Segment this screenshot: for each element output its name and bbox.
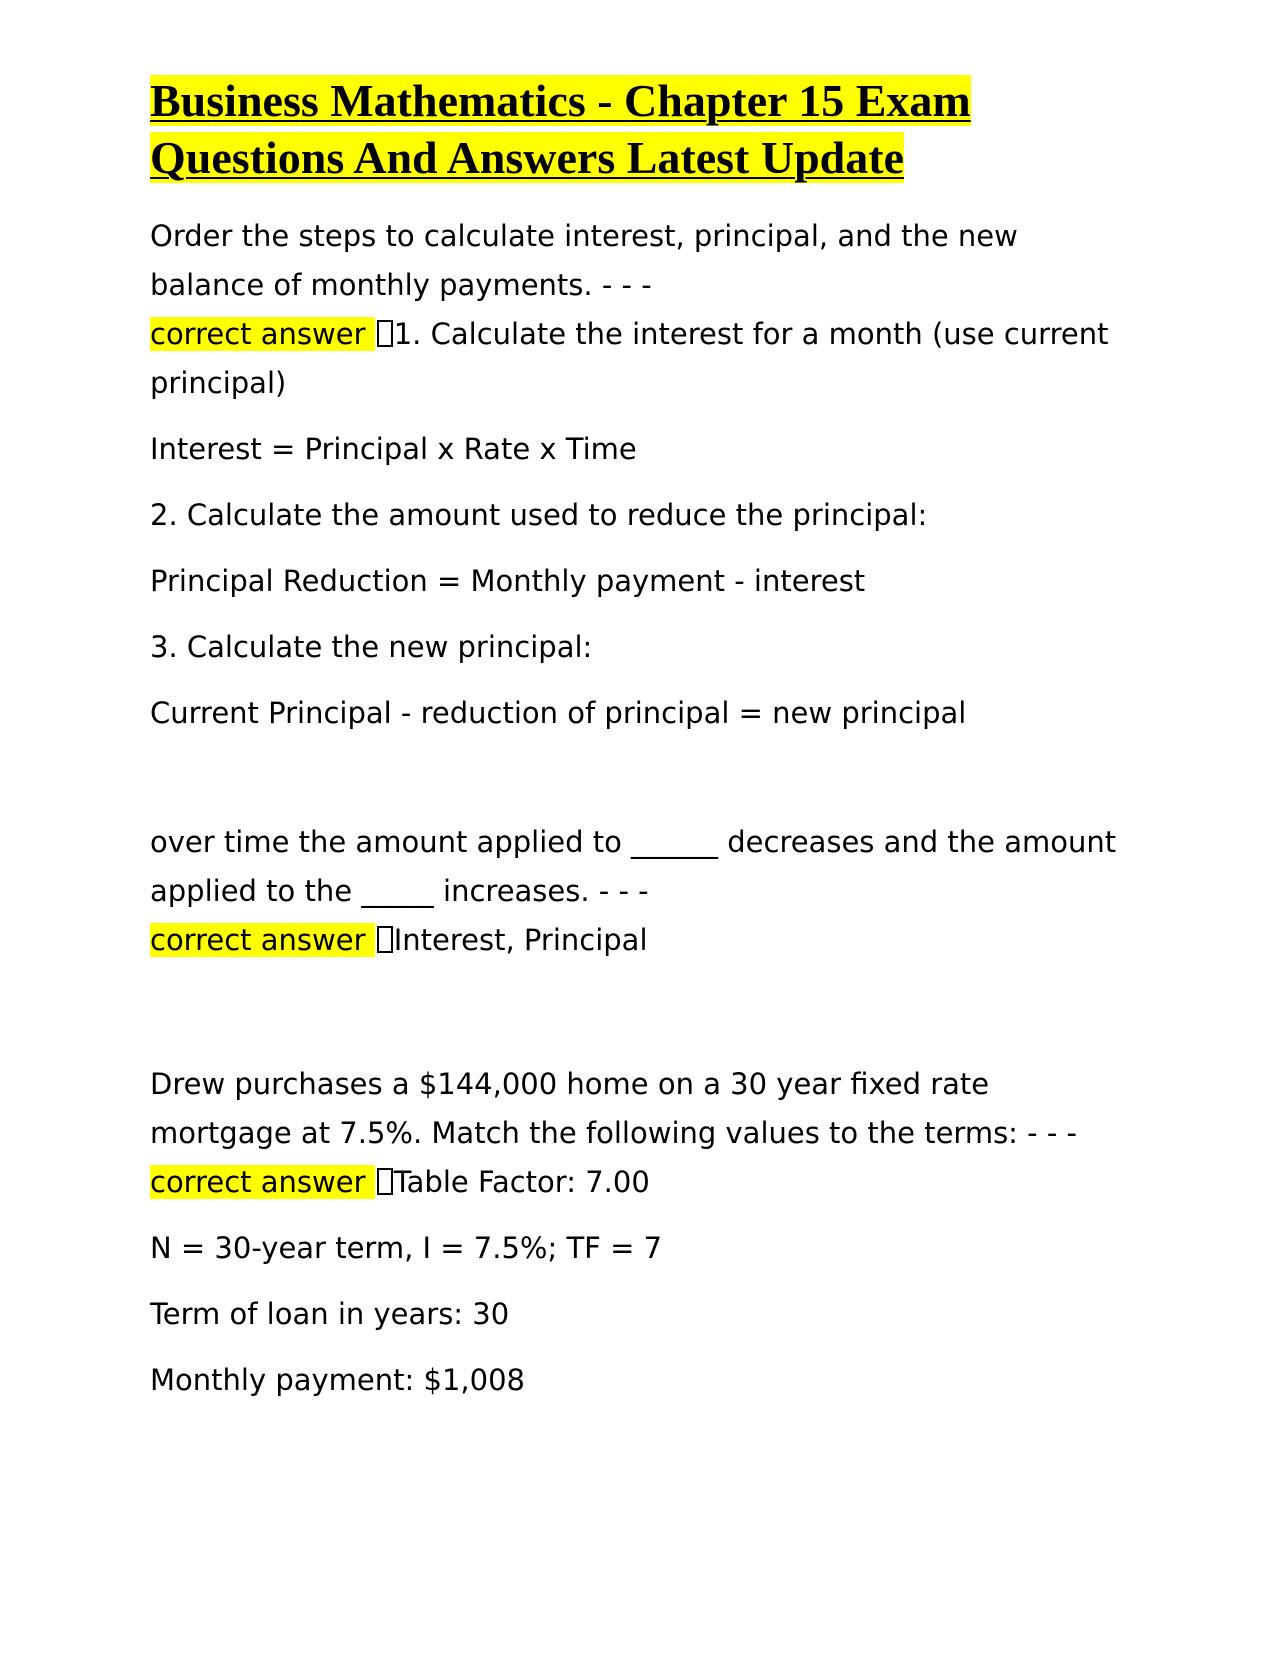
question-2-text: over time the amount applied to ______ decreases and the amount applied to the _____ increases. - - - <box>150 825 1117 908</box>
spacer <box>150 982 1140 1060</box>
question-1 <box>150 212 1140 408</box>
missing-glyph-icon <box>377 320 393 347</box>
question-3 <box>150 1060 1140 1207</box>
document-page <box>150 72 1140 1422</box>
answer-3-line: Term of loan in years: 30 <box>150 1297 510 1331</box>
answer-1-line: 3. Calculate the new principal: <box>150 630 593 664</box>
answer-3-line: N = 30-year term, I = 7.5%; TF = 7 <box>150 1231 663 1265</box>
question-2 <box>150 818 1140 965</box>
answer-3-text: Table Factor: 7.00 <box>393 1165 650 1199</box>
correct-answer-label: correct answer <box>150 923 375 957</box>
question-1-text: Order the steps to calculate interest, principal, and the new balance of monthly payments. - - - <box>150 219 1018 302</box>
document-title <box>150 72 1140 186</box>
correct-answer-label: correct answer <box>150 1165 375 1199</box>
title-line-1: Business Mathematics - Chapter 15 Exam <box>150 75 971 126</box>
document-body <box>150 212 1140 1405</box>
answer-1-line: 2. Calculate the amount used to reduce the principal: <box>150 498 928 532</box>
answer-3-line: Monthly payment: $1,008 <box>150 1363 525 1397</box>
title-line-2: Questions And Answers Latest Update <box>150 132 904 183</box>
answer-1-text: 1. Calculate the interest for a month (use current principal) <box>150 317 1109 400</box>
answer-2-text: Interest, Principal <box>393 923 648 957</box>
missing-glyph-icon <box>377 926 393 953</box>
correct-answer-label: correct answer <box>150 317 375 351</box>
spacer <box>150 755 1140 818</box>
answer-1-line: Current Principal - reduction of principal = new principal <box>150 696 967 730</box>
answer-1-line: Principal Reduction = Monthly payment - interest <box>150 564 866 598</box>
question-3-text: Drew purchases a $144,000 home on a 30 year fixed rate mortgage at 7.5%. Match the following values to the terms: - - - <box>150 1067 1077 1150</box>
answer-1-line: Interest = Principal x Rate x Time <box>150 432 637 466</box>
missing-glyph-icon <box>377 1168 393 1195</box>
